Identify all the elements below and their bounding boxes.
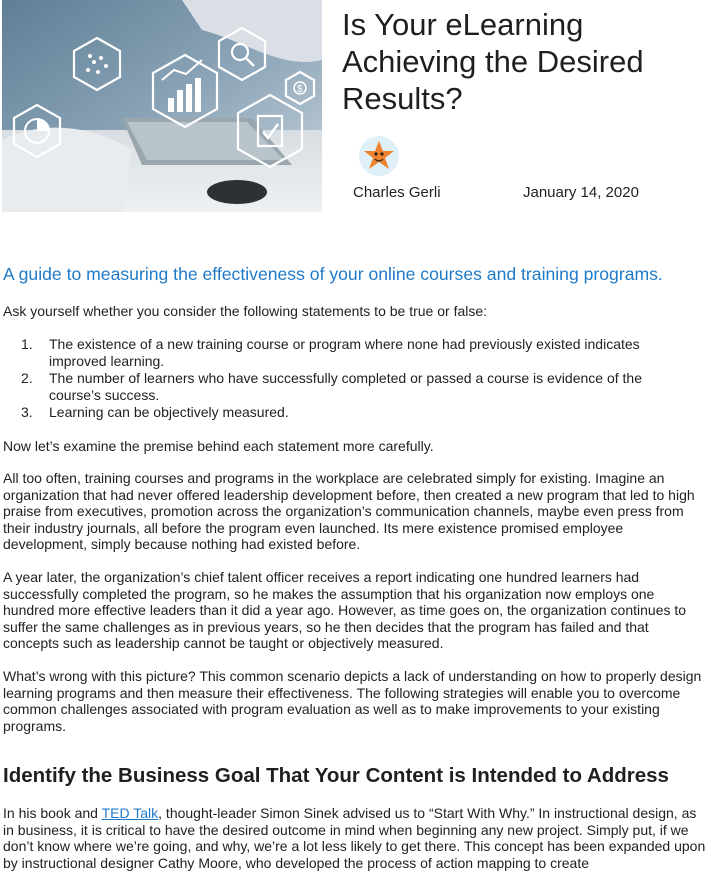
paragraph-celebrated: All too often, training courses and programs in the workplace are celebrated simply for existing. Imagine an organization that had never offered leadership development before, then created a new program that led to high praise from executives, promotion across the organization’s communication channels, maybe even press from their industry journals, all before the program even launched. Its mere existence promised employee development, simply because nothing had existed before. — [3, 470, 695, 552]
paragraph-start-with-why — [3, 805, 707, 871]
list-number: 1. — [21, 336, 33, 352]
paragraph-whats-wrong: What’s wrong with this picture? This common scenario depicts a lack of understanding on how to properly design learning programs and then measure their effectiveness. The following strategies will enable you to overcome common challenges associated with program evaluation as well as to make improvements to your existing programs. — [3, 668, 702, 734]
list-text: The number of learners who have successfully completed or passed a course is evidence of the course’s success. — [49, 370, 642, 403]
paragraph-examine: Now let’s examine the premise behind each statement more carefully. — [3, 438, 434, 454]
svg-text:$: $ — [297, 84, 303, 95]
mouse-shape — [207, 180, 267, 204]
article-title: Is Your eLearning Achieving the Desired Results? — [342, 7, 644, 116]
author-name: Charles Gerli — [353, 184, 441, 201]
ted-talk-link[interactable]: TED Talk — [101, 805, 159, 821]
starfish-avatar-icon — [359, 136, 399, 176]
article-subtitle: A guide to measuring the effectiveness of your online courses and training programs. — [3, 264, 663, 284]
publish-date: January 14, 2020 — [523, 184, 639, 201]
analytics-illustration — [2, 0, 322, 212]
statements-list — [21, 336, 661, 422]
list-item — [21, 404, 661, 421]
list-text: The existence of a new training course or program where none had previously existed indicates improved learning. — [49, 336, 640, 369]
list-item — [21, 370, 661, 403]
list-number: 2. — [21, 370, 33, 386]
text-after-link: , thought-leader Simon Sinek advised us to “Start With Why.” In instructional design, as in business, it is critical to have the desired outcome in mind when beginning any new project. Simply put, if we don’t know where we’re going, and why, we’re a lot less likely to get there. This concept has been expanded upon by instructional designer Cathy Moore, who developed the process of action mapping to create — [3, 805, 706, 871]
text-before-link: In his book and — [3, 805, 102, 821]
paragraph-year-later: A year later, the organization’s chief talent officer receives a report indicating one hundred learners had successfully completed the program, so he makes the assumption that his organization now employs one hundred more effective leaders than it did a year ago. However, as time goes on, the organization continues to suffer the same challenges as in previous years, so he then decides that the program has failed and that concepts such as leadership cannot be taught or objectively measured. — [3, 569, 687, 651]
intro-paragraph: Ask yourself whether you consider the following statements to be true or false: — [3, 303, 488, 319]
sleeve-shape — [2, 128, 132, 212]
list-text: Learning can be objectively measured. — [49, 404, 289, 420]
list-item — [21, 336, 661, 369]
author-avatar[interactable] — [359, 136, 399, 176]
hero-image — [2, 0, 322, 212]
list-number: 3. — [21, 404, 33, 420]
section-heading: Identify the Business Goal That Your Content is Intended to Address — [3, 764, 669, 787]
